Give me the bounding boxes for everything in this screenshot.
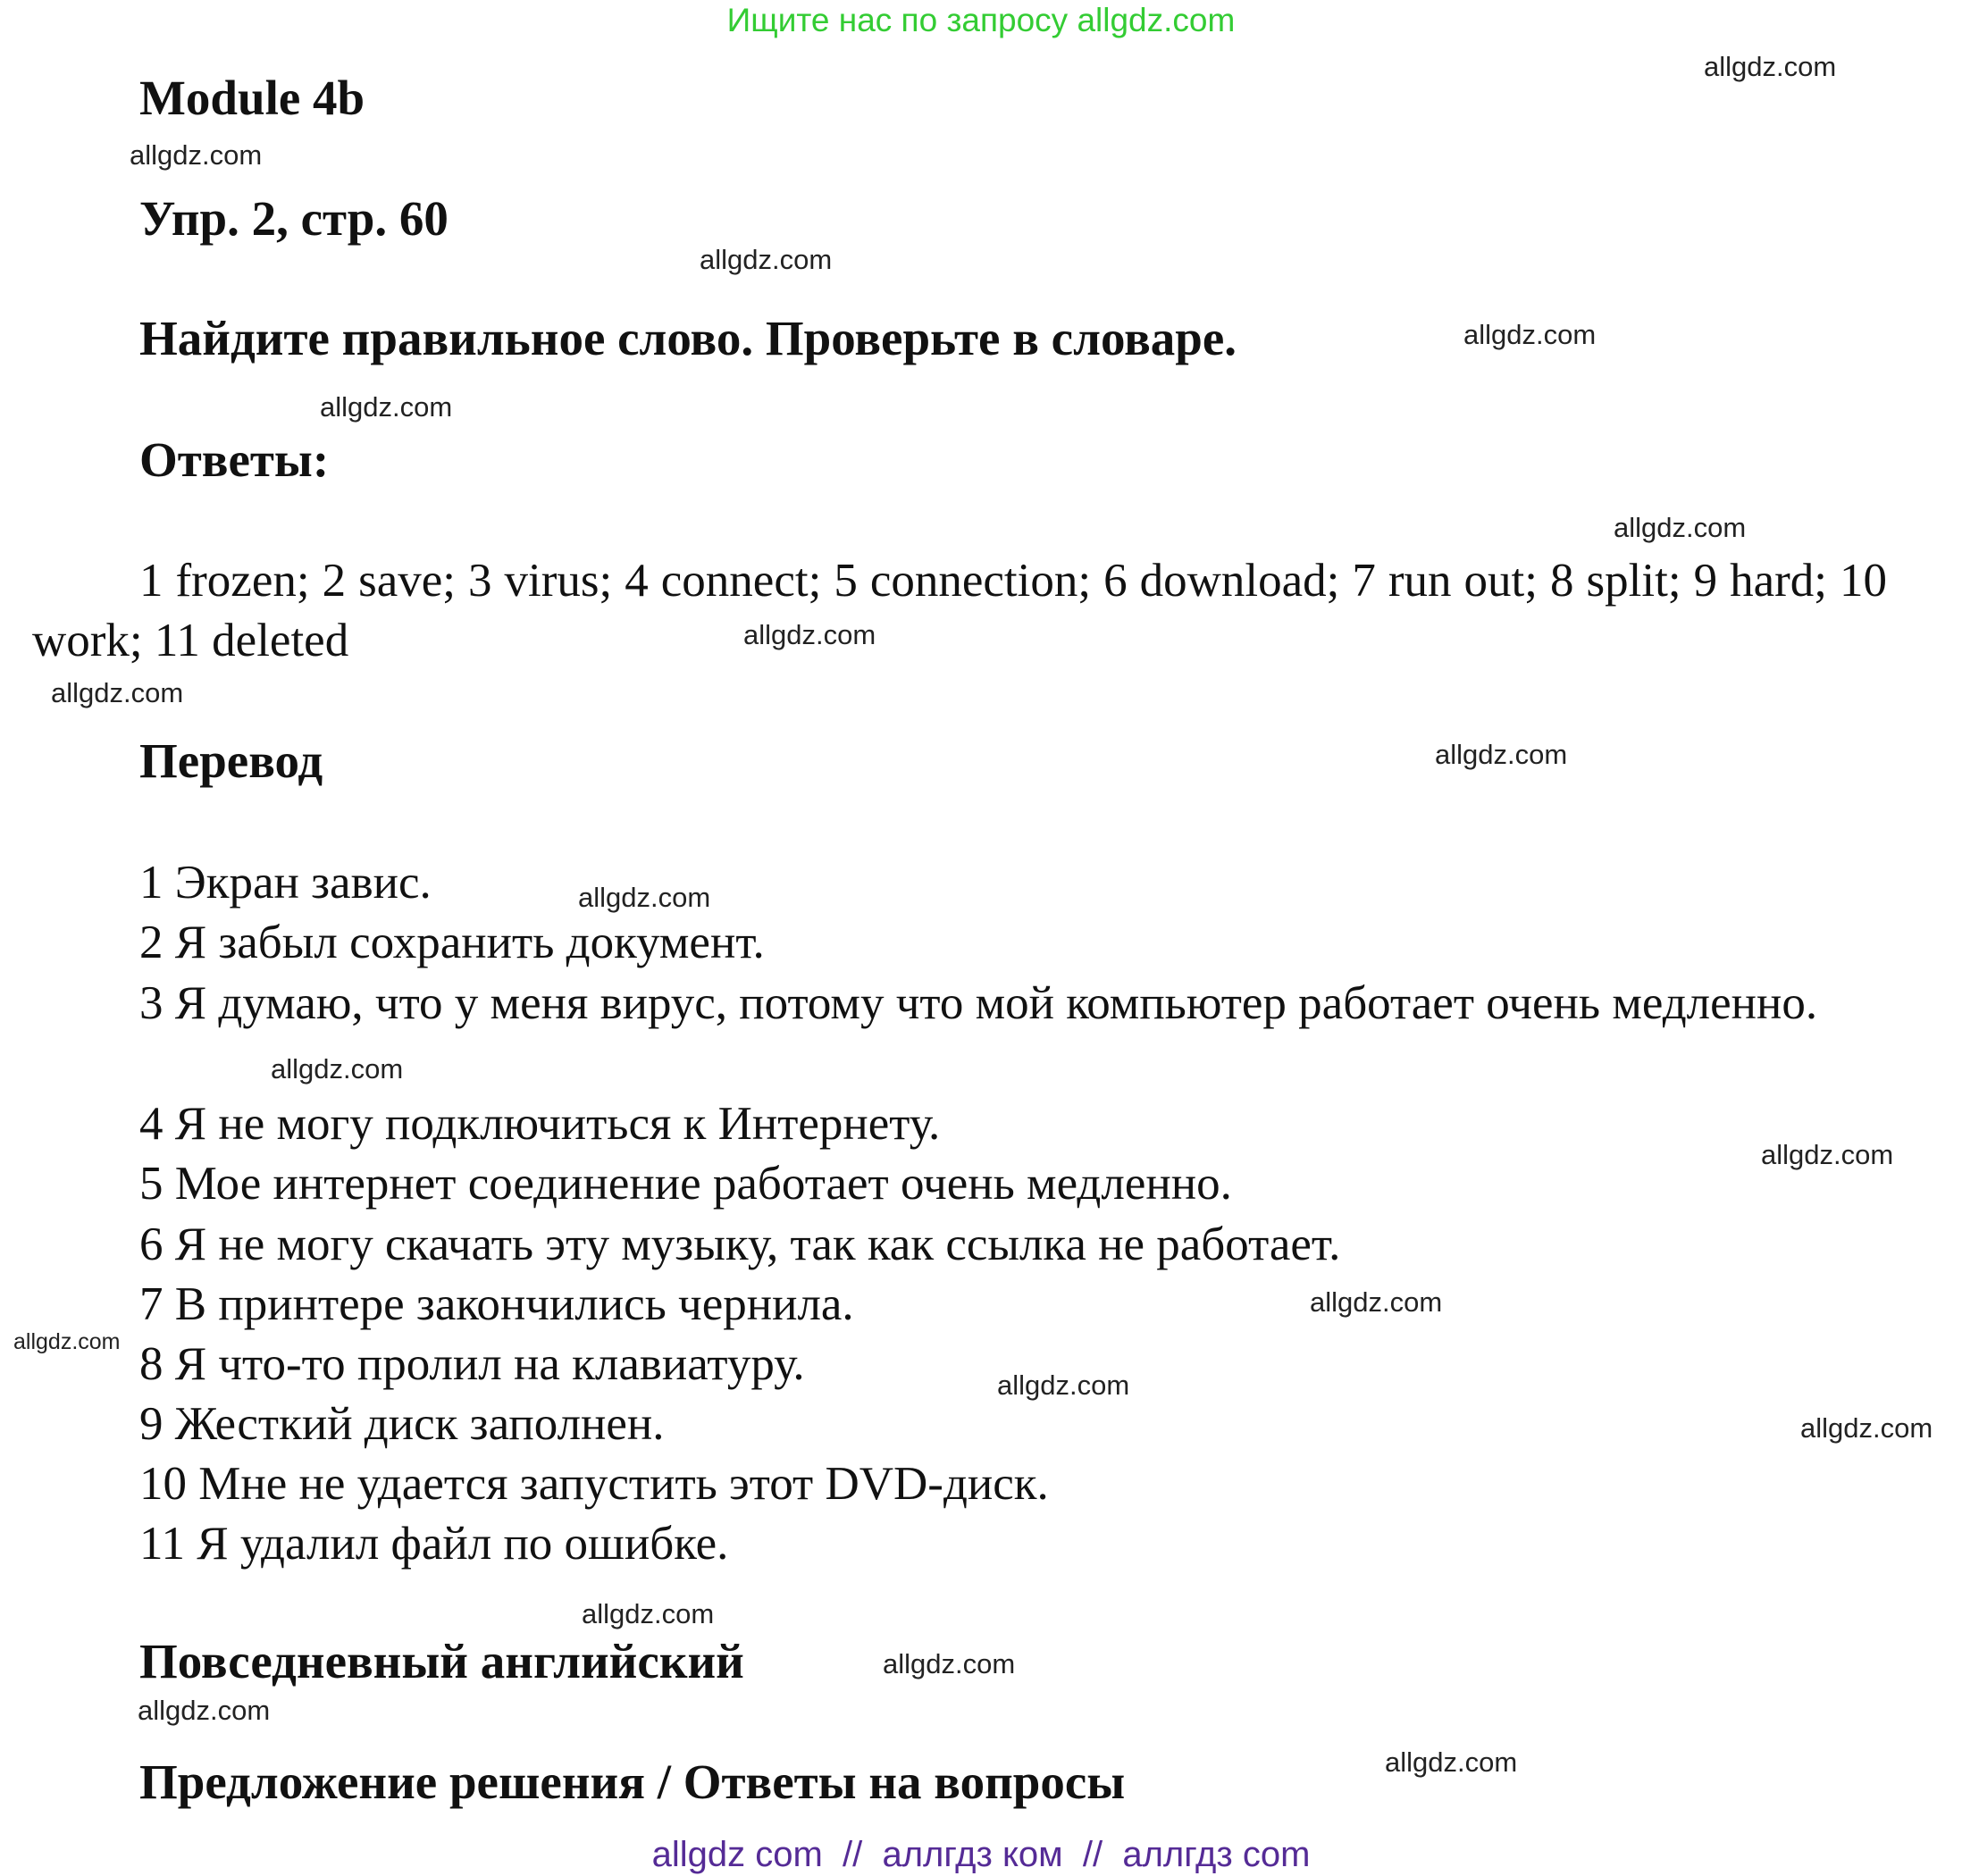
- answers-heading: Ответы:: [139, 432, 330, 487]
- translation-line-4: 4 Я не могу подключиться к Интернету.: [139, 1098, 941, 1150]
- watermark: allgdz.com: [320, 391, 453, 423]
- answers-text: 1 frozen; 2 save; 3 virus; 4 connect; 5 connection; 6 download; 7 run out; 8 split; 9 hard; 10 work; 11 deleted: [32, 555, 1887, 666]
- translation-line-9: 9 Жесткий диск заполнен.: [139, 1398, 665, 1450]
- watermark: allgdz.com: [700, 244, 833, 275]
- watermark: allgdz.com: [1800, 1412, 1933, 1444]
- watermark: allgdz.com: [271, 1053, 404, 1085]
- module-title: Module 4b: [139, 71, 365, 125]
- translation-line-10: 10 Мне не удается запустить этот DVD-диск.: [139, 1458, 1049, 1510]
- watermark: allgdz.com: [1704, 51, 1837, 82]
- watermark: allgdz.com: [130, 139, 263, 171]
- everyday-english-heading: Повседневный английский: [139, 1634, 744, 1688]
- translation-line-7: 7 В принтере закончились чернила.: [139, 1278, 854, 1330]
- translation-line-3: 3 Я думаю, что у меня вирус, потому что мой компьютер работает очень медленно.: [139, 977, 1818, 1029]
- watermark: allgdz.com: [997, 1369, 1130, 1401]
- translation-line-1: 1 Экран завис.: [139, 857, 432, 909]
- watermark: allgdz.com: [1761, 1139, 1894, 1170]
- watermark: allgdz.com: [582, 1598, 715, 1629]
- watermark: allgdz.com: [1385, 1746, 1518, 1778]
- solutions-heading: Предложение решения / Ответы на вопросы: [139, 1755, 1126, 1809]
- translation-heading: Перевод: [139, 733, 323, 788]
- translation-line-2: 2 Я забыл сохранить документ.: [139, 917, 765, 968]
- watermark: allgdz.com: [1435, 739, 1568, 770]
- watermark: allgdz.com: [51, 677, 184, 708]
- translation-line-11: 11 Я удалил файл по ошибке.: [139, 1518, 729, 1570]
- translation-line-8: 8 Я что-то пролил на клавиатуру.: [139, 1338, 805, 1390]
- watermark: allgdz.com: [138, 1695, 271, 1726]
- footer-links[interactable]: allgdz com // аллгдз ком // аллгдз com: [651, 1835, 1311, 1874]
- task-instruction: Найдите правильное слово. Проверьте в словаре.: [139, 311, 1237, 365]
- translation-line-6: 6 Я не могу скачать эту музыку, так как ссылка не работает.: [139, 1219, 1341, 1270]
- watermark: allgdz.com: [1614, 512, 1747, 543]
- exercise-reference: Упр. 2, стр. 60: [139, 191, 449, 246]
- watermark: allgdz.com: [578, 882, 711, 913]
- watermark: allgdz.com: [883, 1648, 1016, 1679]
- translation-line-5: 5 Мое интернет соединение работает очень медленно.: [139, 1158, 1232, 1210]
- watermark: allgdz.com: [1310, 1286, 1443, 1318]
- watermark: allgdz.com: [743, 619, 876, 650]
- watermark: allgdz.com: [13, 1329, 121, 1354]
- search-banner[interactable]: Ищите нас по запросу allgdz.com: [726, 2, 1236, 38]
- watermark: allgdz.com: [1463, 319, 1597, 350]
